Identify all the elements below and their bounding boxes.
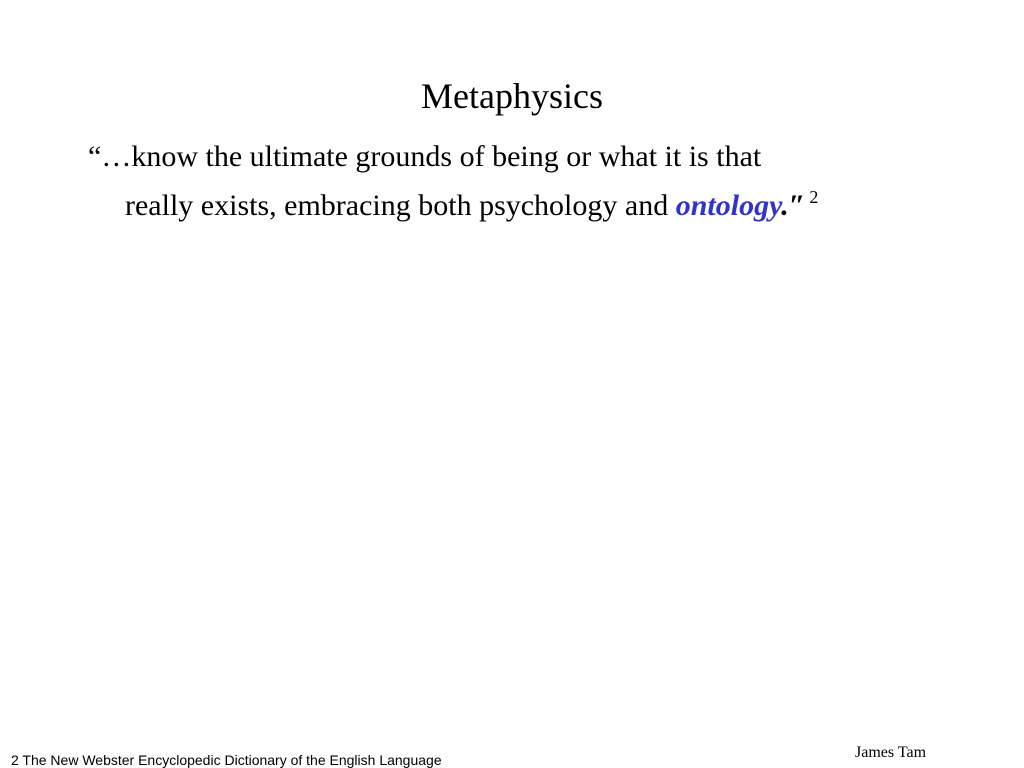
footnote-citation: 2 The New Webster Encyclopedic Dictionary of the English Language xyxy=(11,752,442,768)
quote-line-2-text: really exists, embracing both psychology and xyxy=(125,189,676,222)
slide-title: Metaphysics xyxy=(421,76,603,116)
quote-block xyxy=(88,136,968,226)
highlighted-term: ontology xyxy=(675,189,782,222)
footnote-marker: 2 xyxy=(809,187,819,207)
author-name: James Tam xyxy=(855,744,927,761)
quote-line-1: “…know the ultimate grounds of being or what it is that xyxy=(88,140,762,173)
quote-line-2 xyxy=(88,177,968,226)
quote-closing: .″ xyxy=(781,189,806,222)
